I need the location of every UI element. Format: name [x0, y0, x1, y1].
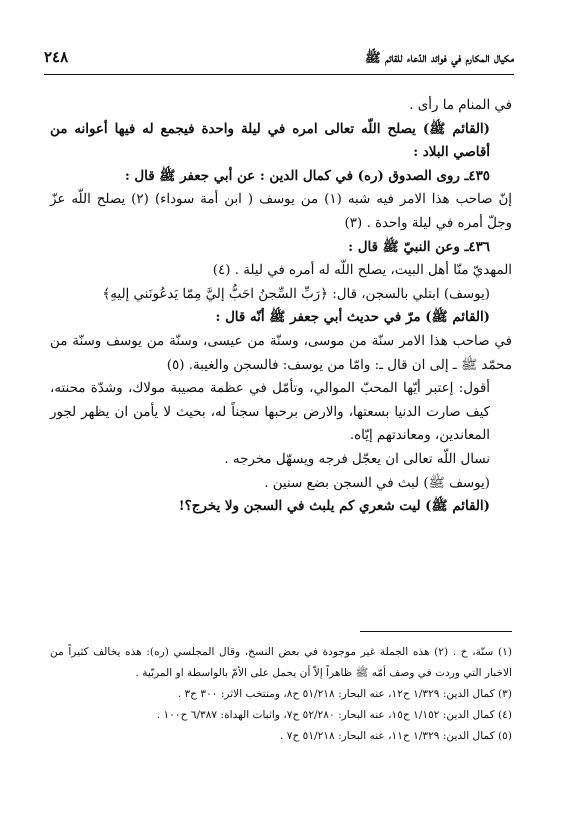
section-heading: (القائم ﷺ) مرّ في حديث أبي جعفر ﷺ أنّه قال : [215, 309, 490, 326]
paragraph: (يوسف ﷺ) لبث في السجن بضع سنين . [264, 475, 490, 491]
section-heading: (القائم ﷺ) ليت شعري كم يلبث في السجن ولا يخرج؟! [178, 498, 490, 515]
hadith-heading: ٤٣٥ـ روى الصدوق (ره) في كمال الدين : عن أبي جعفر ﷺ قال : [124, 167, 490, 184]
footnote: (٤) كمال الدين: ١/١٥٢ ح١٥، عنه البحار: ٥٢/٢٨٠ ح٧، واثبات الهداة: ٦/٣٨٧ ح١٠٠ . [156, 709, 512, 721]
hadith-heading: ٤٣٦ـ وعن النبيّ ﷺ قال : [348, 238, 490, 255]
section-heading: (القائم ﷺ) يصلح اللّه تعالى امره في ليلة واحدة فيجمع له فيها أعوانه من أقاصي البلاد : [50, 120, 490, 161]
paragraph: (يوسف) ابتلي بالسجن، قال: ﴿رَبِّ السِّجنُ احَبُّ إليَّ مِمّا يَدعُونَني إليهِ﴾ [102, 286, 490, 302]
paragraph: نسال اللّه تعالى ان يعجّل فرجه ويسهّل مخرجه . [224, 451, 490, 467]
footnote-divider [360, 631, 512, 632]
paragraph: المهديّ منّا أهل البيت، يصلح اللّه له أمره في ليلة . (٤) [212, 263, 512, 279]
page-number: ٢٤٨ [44, 48, 69, 66]
paragraph: إنّ صاحب هذا الامر فيه شبه (١) من يوسف ( ابن أمة سوداء) (٢) يصلح اللّه عزّ وجلّ أمره في ليلة واحدة . (٣) [50, 192, 513, 231]
paragraph: في صاحب هذا الامر سنّة من موسى، وسنّة من عيسى، وسنّة من يوسف وسنّة من محمّد ﷺ ـ إلى ان قال ـ: وامّا من يوسف: فالسجن والغيبة. (٥) [50, 333, 512, 373]
paragraph: في المنام ما رأى . [409, 98, 512, 113]
footnote: (٣) كمال الدين: ١/٣٢٩ ح١٢، عنه البحار: ٥١/٢١٨ ح٨، ومنتخب الاثر: ٣٠٠ ح٣ . [177, 688, 512, 700]
footnote: (١) سنّة، خ . (٢) هذه الجملة غير موجودة في بعض النسخ، وقال المجلسي (ره): هذه يخالف كثيراً من الاخبار التي وردت في وصف أمّه ﷺ ظاهراً إلاّ أن يحمل على الأمّ بالواسطة او المربّية . [50, 646, 512, 679]
commentary-paragraph: أقول: إعتبر أيّها المحبّ الموالي، وتأمّل في عظمة مصيبة مولاك، وشدّة محنته، كيف صارت الدنيا بسعتها، والارض برحبها سجناً له، بحيث لا يأمن ان يظهر لجور المعاندين، ومعاندتهم إيّاه. [50, 381, 490, 444]
footnotes [50, 642, 512, 747]
page-header [44, 48, 514, 75]
main-text [50, 94, 512, 519]
footnote: (٥) كمال الدين: ١/٣٢٩ ح١١، عنه البحار: ٥١/٢١٨ ح٧ . [280, 730, 512, 742]
running-title: مكيال المكارم في فوائد الدّعاء للقائم ﷺ [364, 51, 514, 66]
